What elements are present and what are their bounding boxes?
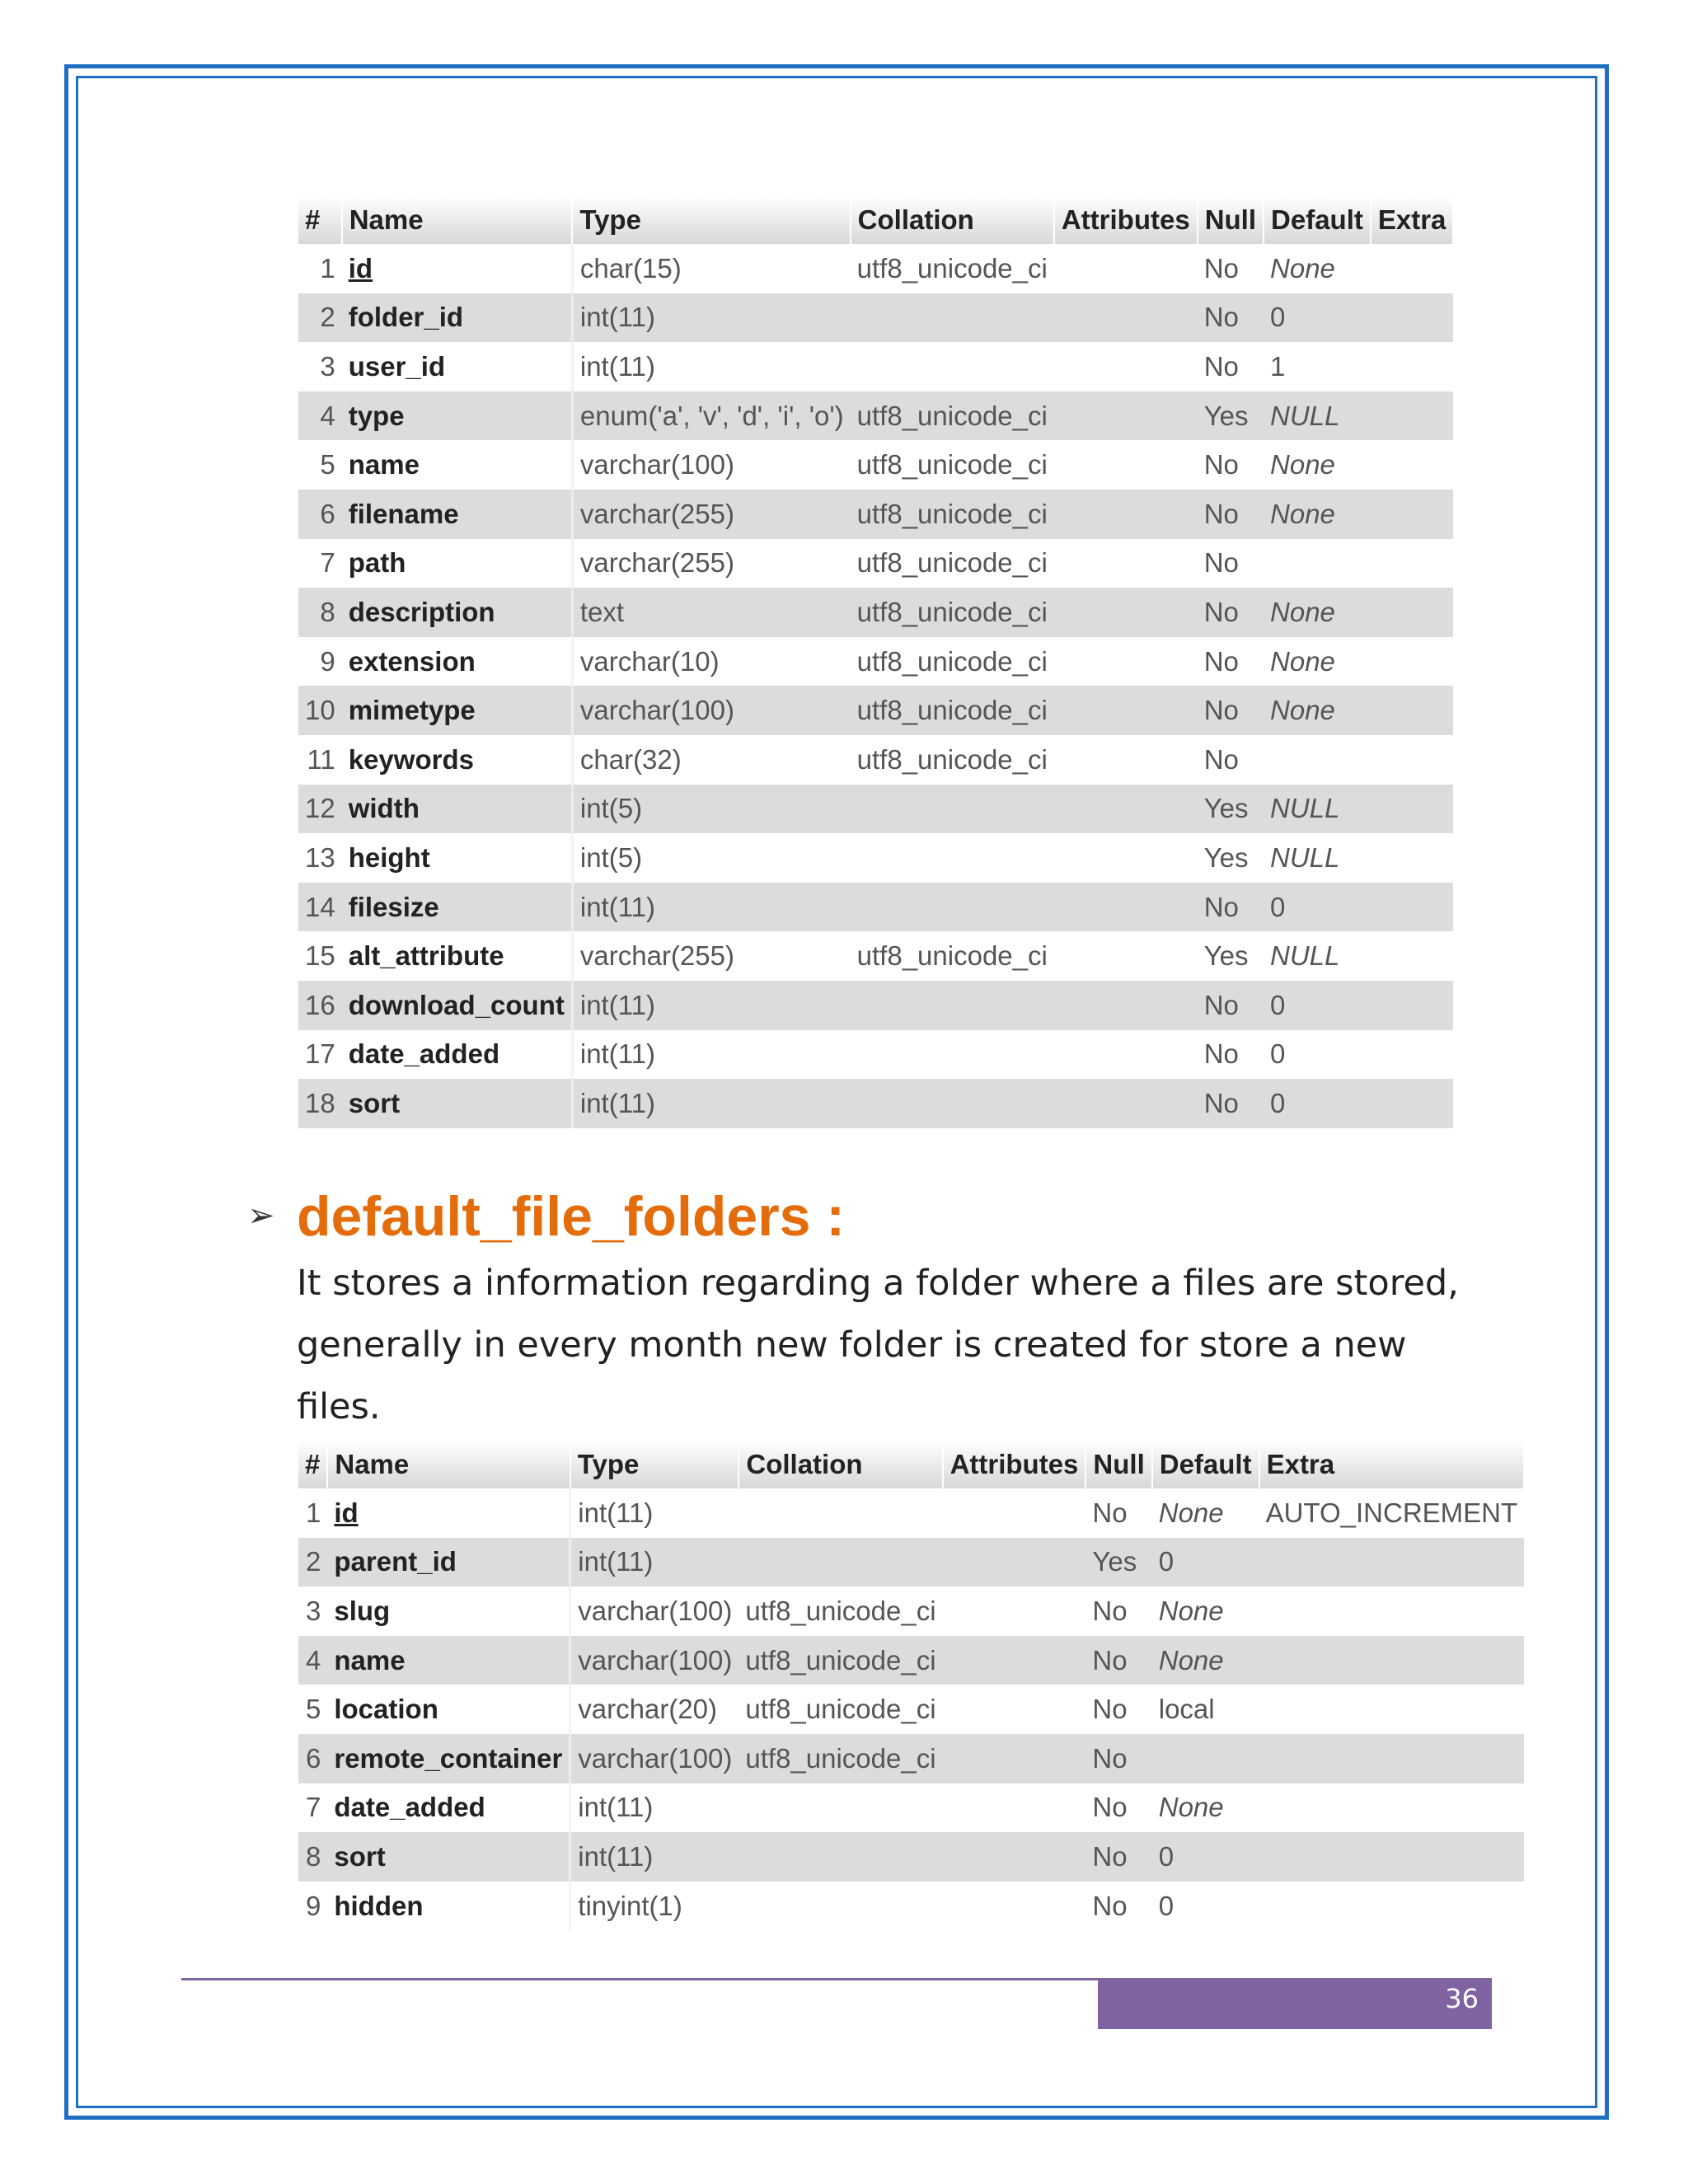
field-null: No (1203, 252, 1239, 284)
field-attributes (1054, 293, 1198, 343)
field-collation (851, 785, 1054, 834)
row-number: 7 (320, 547, 335, 579)
field-extra (1371, 883, 1454, 932)
table-row (298, 391, 1453, 441)
row-number: 8 (298, 588, 342, 637)
table-row (298, 686, 1453, 735)
field-name-text: filesize (348, 891, 439, 922)
field-null: No (1085, 1734, 1151, 1783)
field-extra (1371, 833, 1454, 883)
field-name (342, 342, 573, 391)
row-number: 5 (306, 1694, 321, 1725)
field-attributes (1054, 833, 1198, 883)
table-row (298, 588, 1453, 637)
field-name (342, 833, 573, 883)
field-name (327, 1586, 570, 1636)
bullet-arrow-icon: ➢ (247, 1197, 275, 1234)
table-row (298, 1882, 1524, 1931)
field-attributes (1054, 490, 1198, 539)
field-name-text: parent_id (334, 1546, 457, 1577)
field-extra (1259, 1636, 1525, 1685)
field-name-text: user_id (348, 350, 446, 382)
field-name (342, 931, 573, 981)
field-extra (1371, 539, 1454, 588)
field-default: None (1158, 1497, 1224, 1528)
field-default: 0 (1270, 1038, 1286, 1070)
row-number: 8 (298, 1832, 327, 1882)
field-extra (1371, 490, 1454, 539)
field-type: int(11) (570, 1538, 739, 1587)
field-collation: utf8_unicode_ci (738, 1734, 942, 1783)
field-collation (738, 1882, 942, 1931)
table-row (298, 1488, 1524, 1538)
col-extra-header: Extra (1371, 196, 1454, 244)
field-name-text: remote_container (334, 1742, 563, 1774)
field-collation: utf8_unicode_ci (738, 1636, 942, 1685)
field-default: None (1270, 252, 1335, 284)
field-collation: utf8_unicode_ci (851, 588, 1054, 637)
field-attributes (943, 1636, 1086, 1685)
field-null: No (1085, 1832, 1151, 1882)
table-row (298, 1586, 1524, 1636)
field-extra (1259, 1685, 1525, 1734)
field-null: Yes (1198, 391, 1264, 441)
field-attributes (943, 1832, 1086, 1882)
field-name (342, 244, 573, 293)
field-default: 0 (1152, 1538, 1259, 1587)
field-default: 0 (1158, 1890, 1175, 1921)
field-collation (738, 1832, 942, 1882)
field-name (327, 1832, 570, 1882)
field-default: 0 (1264, 1079, 1371, 1128)
field-type: char(32) (579, 743, 682, 775)
field-name-text: keywords (348, 743, 474, 775)
field-type: varchar(20) (578, 1694, 718, 1725)
row-number: 3 (320, 350, 335, 382)
field-name (342, 686, 573, 735)
table-row (298, 490, 1453, 539)
field-name (342, 637, 573, 687)
field-collation (851, 981, 1054, 1030)
field-name-text: description (348, 596, 495, 627)
field-extra (1371, 1079, 1454, 1128)
field-null: No (1198, 686, 1264, 735)
col-number-header: # (298, 196, 342, 244)
row-number: 2 (298, 293, 342, 343)
row-number: 1 (320, 252, 335, 284)
field-collation: utf8_unicode_ci (851, 686, 1054, 735)
row-number: 16 (298, 981, 342, 1030)
field-collation (738, 1783, 942, 1833)
field-attributes (1054, 981, 1198, 1030)
field-type: int(11) (579, 350, 655, 382)
field-collation (851, 293, 1054, 343)
field-type: enum('a', 'v', 'd', 'i', 'o') (572, 391, 850, 441)
col-extra-header: Extra (1259, 1441, 1525, 1488)
field-name-text: name (334, 1644, 406, 1675)
field-type: varchar(100) (570, 1636, 739, 1685)
row-number: 9 (320, 645, 335, 677)
field-type: varchar(255) (572, 490, 850, 539)
field-extra (1371, 293, 1454, 343)
field-attributes (1054, 244, 1198, 293)
field-attributes (1054, 588, 1198, 637)
field-attributes (1054, 735, 1198, 785)
field-type: int(11) (572, 883, 850, 932)
col-attributes-header: Attributes (1054, 196, 1198, 244)
field-name-text: type (348, 400, 405, 431)
field-collation: utf8_unicode_ci (856, 252, 1048, 284)
row-number: 5 (320, 449, 335, 480)
row-number: 11 (307, 743, 335, 775)
field-type: int(5) (579, 841, 643, 873)
field-default: NULL (1270, 940, 1340, 972)
field-name-text: date_added (334, 1792, 485, 1823)
table-row (298, 244, 1453, 293)
table-row (298, 1030, 1453, 1080)
field-default: None (1264, 588, 1371, 637)
table-row (298, 293, 1453, 343)
field-extra (1371, 244, 1454, 293)
field-default: None (1158, 1792, 1224, 1823)
field-collation (851, 342, 1054, 391)
field-null: Yes (1198, 785, 1264, 834)
field-type: int(11) (578, 1792, 654, 1823)
field-attributes (943, 1488, 1086, 1538)
table-row (298, 1685, 1524, 1734)
field-null: No (1203, 449, 1239, 480)
field-extra (1371, 342, 1454, 391)
field-default (1264, 735, 1371, 785)
field-type: varchar(255) (579, 940, 734, 972)
field-collation (851, 883, 1054, 932)
field-collation: utf8_unicode_ci (851, 490, 1054, 539)
field-type: int(11) (572, 1079, 850, 1128)
field-default: local (1158, 1694, 1215, 1725)
field-name (342, 735, 573, 785)
field-extra (1371, 440, 1454, 490)
field-name (327, 1685, 570, 1734)
field-default: None (1270, 645, 1335, 677)
file-folders-table (298, 1441, 1525, 1930)
row-number: 2 (298, 1538, 327, 1587)
col-name-header: Name (342, 196, 573, 244)
field-extra (1371, 931, 1454, 981)
row-number: 10 (298, 686, 342, 735)
table-row (298, 539, 1453, 588)
field-null: No (1198, 588, 1264, 637)
field-name (342, 490, 573, 539)
field-attributes (1054, 686, 1198, 735)
table-row (298, 440, 1453, 490)
field-default: 1 (1270, 350, 1286, 382)
field-collation: utf8_unicode_ci (745, 1595, 936, 1626)
field-default: 0 (1264, 883, 1371, 932)
field-extra (1371, 588, 1454, 637)
field-collation: utf8_unicode_ci (856, 449, 1048, 480)
table-row (298, 931, 1453, 981)
field-extra (1259, 1734, 1525, 1783)
field-type: int(11) (572, 293, 850, 343)
field-name (342, 539, 573, 588)
field-collation: utf8_unicode_ci (851, 391, 1054, 441)
field-type: varchar(255) (579, 547, 734, 579)
field-default (1152, 1734, 1259, 1783)
col-null-header: Null (1198, 196, 1264, 244)
field-attributes (943, 1783, 1086, 1833)
field-extra (1371, 785, 1454, 834)
row-number: 1 (306, 1497, 321, 1528)
col-null-header: Null (1085, 1441, 1151, 1488)
field-attributes (1054, 637, 1198, 687)
col-default-header: Default (1264, 196, 1371, 244)
row-number: 4 (298, 391, 342, 441)
field-collation: utf8_unicode_ci (856, 940, 1048, 972)
table-row (298, 833, 1453, 883)
field-attributes (1054, 785, 1198, 834)
table-row (298, 1783, 1524, 1833)
col-number-header: # (298, 1441, 327, 1488)
field-name (342, 440, 573, 490)
field-name-text: slug (334, 1595, 391, 1626)
field-default: NULL (1270, 841, 1340, 873)
field-collation (738, 1488, 942, 1538)
table-row (298, 1832, 1524, 1882)
table-row (298, 981, 1453, 1030)
field-null: No (1092, 1595, 1128, 1626)
field-name-text: hidden (334, 1890, 424, 1921)
col-attributes-header: Attributes (943, 1441, 1086, 1488)
table-header-row (298, 196, 1453, 244)
field-extra (1371, 735, 1454, 785)
field-name (327, 1538, 570, 1587)
field-extra (1259, 1783, 1525, 1833)
field-attributes (943, 1538, 1086, 1587)
field-name (327, 1488, 570, 1538)
field-default (1264, 539, 1371, 588)
row-number: 13 (305, 841, 335, 873)
col-type-header: Type (572, 196, 850, 244)
section-heading: default_file_folders : (297, 1185, 846, 1248)
field-name (342, 293, 573, 343)
field-collation: utf8_unicode_ci (745, 1694, 936, 1725)
field-null: No (1203, 350, 1239, 382)
col-default-header: Default (1152, 1441, 1259, 1488)
field-type: tinyint(1) (578, 1890, 682, 1921)
field-name-text: date_added (348, 1038, 500, 1070)
field-null: No (1198, 490, 1264, 539)
field-extra (1259, 1538, 1525, 1587)
field-name (327, 1783, 570, 1833)
field-attributes (943, 1734, 1086, 1783)
field-attributes (1054, 1079, 1198, 1128)
field-type: int(11) (570, 1832, 739, 1882)
field-collation (851, 833, 1054, 883)
field-type: varchar(100) (579, 449, 734, 480)
field-extra (1259, 1586, 1525, 1636)
field-default: None (1270, 449, 1335, 480)
field-attributes (1054, 391, 1198, 441)
row-number: 7 (306, 1792, 321, 1823)
field-name (327, 1882, 570, 1931)
field-type: int(11) (572, 981, 850, 1030)
field-type: char(15) (579, 252, 682, 284)
col-name-header: Name (327, 1441, 570, 1488)
field-name-text: filename (348, 498, 459, 529)
field-name-text: name (348, 449, 420, 480)
row-number: 15 (305, 940, 335, 972)
col-type-header: Type (570, 1441, 739, 1488)
field-null: No (1198, 1079, 1264, 1128)
field-extra (1259, 1832, 1525, 1882)
page-number-box (1098, 1978, 1492, 2029)
field-type: varchar(100) (570, 1734, 739, 1783)
field-null: No (1198, 981, 1264, 1030)
row-number: 6 (298, 1734, 327, 1783)
row-number: 6 (298, 490, 342, 539)
table-row (298, 1734, 1524, 1783)
field-type: varchar(100) (572, 686, 850, 735)
field-null: No (1092, 1890, 1128, 1921)
field-name-text: id (348, 252, 373, 284)
table-row (298, 342, 1453, 391)
field-collation (851, 1030, 1054, 1080)
field-type: text (572, 588, 850, 637)
field-extra (1371, 391, 1454, 441)
field-null: No (1092, 1694, 1128, 1725)
field-default: None (1152, 1636, 1259, 1685)
section-description: It stores a information regarding a folder where a files are stored, generally in every month new folder is created for store a new files. (297, 1263, 1459, 1427)
row-number: 14 (298, 883, 342, 932)
field-default: 0 (1264, 981, 1371, 1030)
field-name (342, 981, 573, 1030)
field-null: No (1198, 293, 1264, 343)
field-name-text: folder_id (348, 302, 464, 333)
field-name-text: location (334, 1694, 438, 1725)
table-row (298, 1636, 1524, 1685)
field-extra (1371, 637, 1454, 687)
field-null: No (1092, 1497, 1128, 1528)
field-name-text: sort (348, 1087, 401, 1118)
field-type: varchar(10) (579, 645, 720, 677)
field-attributes (1054, 342, 1198, 391)
table-row (298, 785, 1453, 834)
field-null: No (1203, 547, 1239, 579)
row-number: 12 (298, 785, 342, 834)
field-collation (738, 1538, 942, 1587)
field-attributes (943, 1685, 1086, 1734)
table-row (298, 1538, 1524, 1587)
row-number: 9 (306, 1890, 321, 1921)
field-attributes (1054, 931, 1198, 981)
field-attributes (1054, 539, 1198, 588)
field-null: Yes (1203, 841, 1249, 873)
field-attributes (1054, 1030, 1198, 1080)
col-collation-header: Collation (738, 1441, 942, 1488)
field-null: No (1203, 645, 1239, 677)
field-name (327, 1636, 570, 1685)
field-attributes (1054, 883, 1198, 932)
field-extra: AUTO_INCREMENT (1265, 1497, 1518, 1528)
field-attributes (943, 1586, 1086, 1636)
field-name-text: mimetype (348, 695, 476, 726)
field-name-text: height (348, 841, 430, 873)
field-name (342, 588, 573, 637)
field-name (342, 1079, 573, 1128)
row-number: 17 (305, 1038, 335, 1070)
field-name (342, 1030, 573, 1080)
field-default: 0 (1152, 1832, 1259, 1882)
field-name-text: download_count (348, 989, 565, 1020)
col-collation-header: Collation (851, 196, 1054, 244)
field-default: None (1264, 490, 1371, 539)
field-extra (1259, 1882, 1525, 1931)
field-type: int(11) (579, 1038, 655, 1070)
field-null: No (1198, 883, 1264, 932)
field-default: None (1158, 1595, 1224, 1626)
field-name-text: sort (334, 1840, 386, 1872)
field-null: No (1092, 1792, 1128, 1823)
field-name-text: extension (348, 645, 476, 677)
field-extra (1371, 981, 1454, 1030)
field-extra (1371, 686, 1454, 735)
table-row (298, 637, 1453, 687)
table-row (298, 1079, 1453, 1128)
field-name (342, 883, 573, 932)
field-name-text: width (348, 793, 420, 824)
field-extra (1371, 1030, 1454, 1080)
field-collation: utf8_unicode_ci (856, 547, 1048, 579)
table-header-row (298, 1441, 1524, 1488)
field-default: 0 (1264, 293, 1371, 343)
field-default: None (1264, 686, 1371, 735)
files-table (298, 196, 1454, 1128)
row-number: 18 (298, 1079, 342, 1128)
table-row (298, 883, 1453, 932)
field-collation: utf8_unicode_ci (856, 645, 1048, 677)
field-collation (851, 1079, 1054, 1128)
table-row (298, 735, 1453, 785)
field-type: int(11) (578, 1497, 654, 1528)
row-number: 3 (306, 1595, 321, 1626)
field-name-text: id (334, 1497, 359, 1528)
field-null: Yes (1203, 940, 1249, 972)
field-null: No (1203, 1038, 1239, 1070)
field-null: Yes (1085, 1538, 1151, 1587)
field-default: NULL (1264, 785, 1371, 834)
field-type: varchar(100) (578, 1595, 733, 1626)
field-null: No (1085, 1636, 1151, 1685)
field-default: NULL (1264, 391, 1371, 441)
field-name (342, 391, 573, 441)
field-collation: utf8_unicode_ci (856, 743, 1048, 775)
page-number: 36 (1445, 1983, 1479, 2014)
field-name (327, 1734, 570, 1783)
row-number: 4 (298, 1636, 327, 1685)
field-attributes (1054, 440, 1198, 490)
field-attributes (943, 1882, 1086, 1931)
field-name-text: path (348, 547, 406, 579)
field-name-text: alt_attribute (348, 940, 504, 972)
field-type: int(5) (572, 785, 850, 834)
field-name (342, 785, 573, 834)
field-null: No (1203, 743, 1239, 775)
